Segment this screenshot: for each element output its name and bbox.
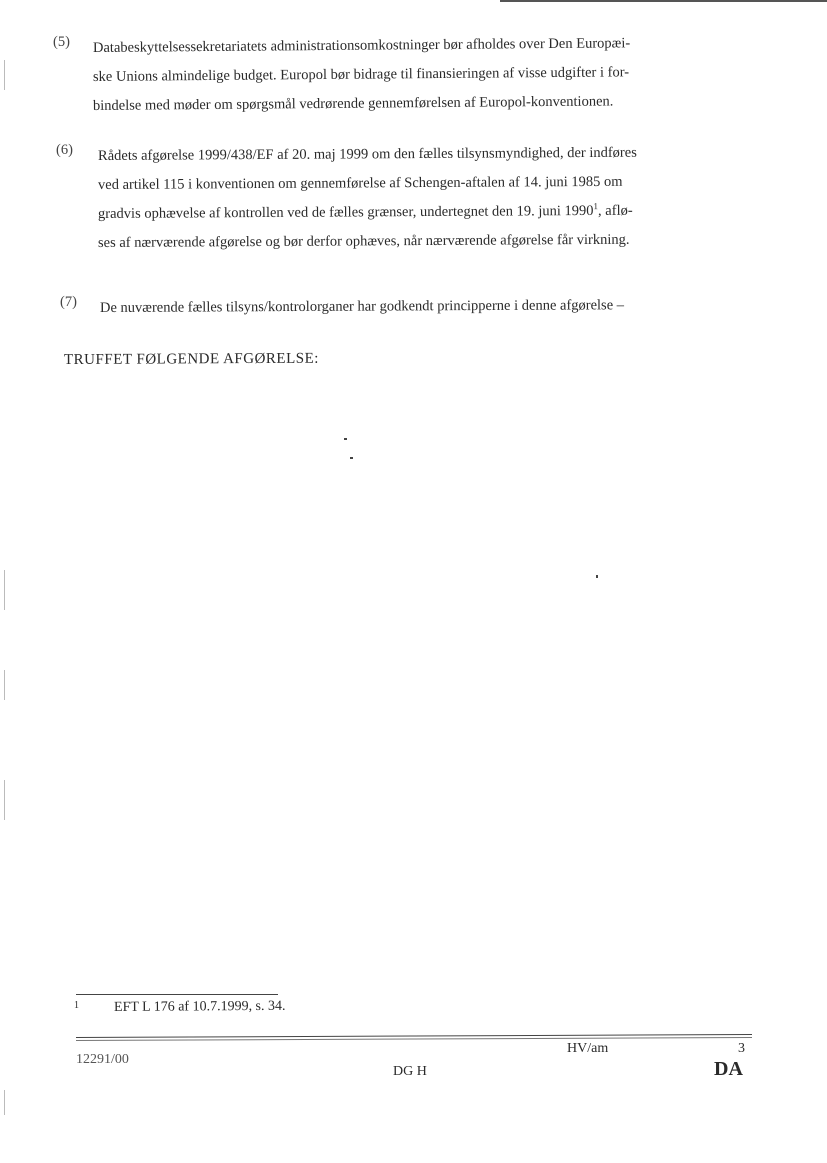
recital-number: (7) <box>60 294 77 310</box>
recital-number: (5) <box>53 34 70 50</box>
language-code: DA <box>714 1058 743 1080</box>
recital-line: bindelse med møder om spørgsmål vedrørende gennemførelsen af Europol-konventionen. <box>92 93 614 114</box>
recital-line <box>98 196 738 229</box>
author-initials: HV/am <box>567 1041 609 1056</box>
page-number: 3 <box>738 1041 745 1056</box>
scan-edge-mark <box>4 670 5 700</box>
scan-speck <box>344 438 347 440</box>
recital-line-suffix: , aflø- <box>597 202 633 219</box>
recital-line: ses af nærværende afgørelse og bør derfor ophæves, når nærværende afgørelse får virkning. <box>97 231 630 251</box>
scan-speck <box>596 575 598 578</box>
recital-line-text: gradvis ophævelse af kontrollen ved de fælles grænser, undertegnet den 19. juni 1990 <box>97 202 594 222</box>
scan-speck <box>350 457 353 459</box>
scan-edge-mark <box>4 1090 5 1115</box>
directorate-general: DG H <box>393 1064 427 1079</box>
top-edge-rule <box>500 0 827 2</box>
recital-text <box>93 34 733 121</box>
footnote-text: EFT L 176 af 10.7.1999, s. 34. <box>113 998 286 1015</box>
recital-line: Databeskyttelsessekretariatets administrationsomkostninger bør afholdes over Den Europæi- <box>92 35 631 56</box>
footer-rule-secondary <box>76 1037 752 1041</box>
recital-line: Rådets afgørelse 1999/438/EF af 20. maj 1999 om den fælles tilsynsmyndighed, der indføres <box>97 144 637 164</box>
recital-line: ske Unions almindelige budget. Europol bør bidrage til finansieringen af visse udgifter i for- <box>92 64 630 85</box>
document-number: 12291/00 <box>76 1052 129 1067</box>
footnote-separator <box>76 994 278 995</box>
decision-heading: TRUFFET FØLGENDE AFGØRELSE: <box>63 350 319 368</box>
footnote-reference[interactable]: 1 <box>593 201 599 212</box>
recital-number: (6) <box>56 142 73 158</box>
footnote-mark: 1 <box>74 1000 79 1011</box>
recital-line: De nuværende fælles tilsyns/kontrolorganer har godkendt principperne i denne afgørelse – <box>99 297 625 316</box>
scan-edge-mark <box>4 570 5 610</box>
recital-line: ved artikel 115 i konventionen om gennemførelse af Schengen-aftalen af 14. juni 1985 om <box>97 173 623 193</box>
recital-text <box>100 294 740 323</box>
scan-edge-mark <box>4 780 5 820</box>
recital-text <box>98 142 738 258</box>
scan-edge-mark <box>4 60 5 90</box>
